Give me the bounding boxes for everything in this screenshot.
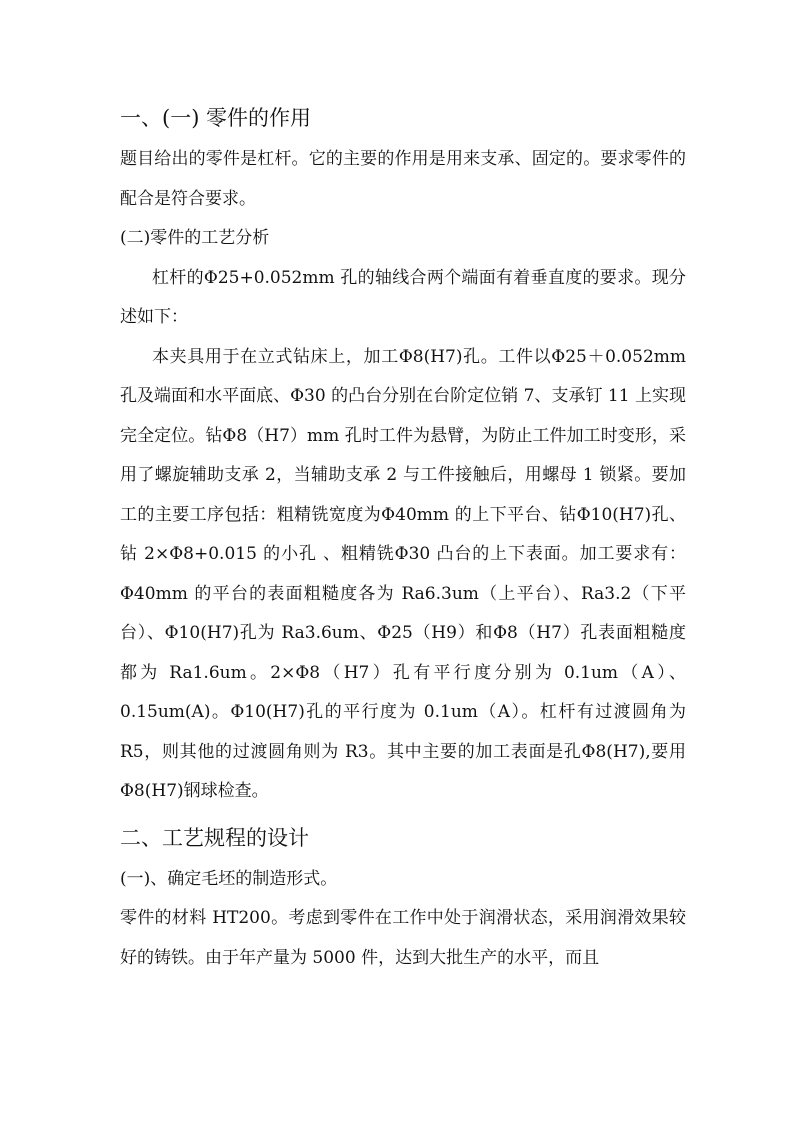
section-1b-heading: (二)零件的工艺分析: [120, 228, 270, 248]
section-1b-paragraph-2: 本夹具用于在立式钻床上，加工Φ8(H7)孔。工件以Φ25＋0.052mm 孔及端面和水平面底、Φ30 的凸台分别在台阶定位销 7、支承钉 11 上实现完全定位。钻Φ8（H7）mm 孔时工件为悬臂，为防止工件加工时变形，采用了螺旋辅助支承 2，当辅助支承 2 与工件接触后，用螺母 1 锁紧。要加工的主要工序包括：粗精铣宽度为Φ40mm 的上下平台、钻Φ10(H7)孔、钻 2×Φ8+0.015 的小孔 、粗精铣Φ30 凸台的上下表面。加工要求有：Φ40mm 的平台的表面粗糙度各为 Ra6.3um（上平台）、Ra3.2（下平台）、Φ10(H7)孔为 Ra3.6um、Φ25（H9）和Φ8（H7）孔表面粗糙度都为 Ra1.6um。2×Φ8（H7）孔有平行度分别为 0.1um（A）、0.15um(A)。Φ10(H7)孔的平行度为 0.1um（A）。杠杆有过渡圆角为 R5，则其他的过渡圆角则为 R3。其中主要的加工表面是孔Φ8(H7),要用Φ8(H7)钢球检查。: [120, 346, 686, 801]
section-2-heading: 二、工艺规程的设计: [120, 825, 309, 850]
document-page: [120, 96, 686, 978]
section-1b-paragraph-1: 杠杆的Φ25+0.052mm 孔的轴线合两个端面有着垂直度的要求。现分述如下：: [120, 267, 686, 327]
section-1-paragraph: 题目给出的零件是杠杆。它的主要的作用是用来支承、固定的。要求零件的配合是符合要求。: [120, 149, 686, 209]
section-2-paragraph: 零件的材料 HT200。考虑到零件在工作中处于润滑状态，采用润滑效果较好的铸铁。由于年产量为 5000 件，达到大批生产的水平，而且: [120, 908, 686, 968]
section-2-subheading: (一)、确定毛坯的制造形式。: [120, 868, 338, 889]
section-1-heading: 一、(一) 零件的作用: [120, 106, 312, 130]
